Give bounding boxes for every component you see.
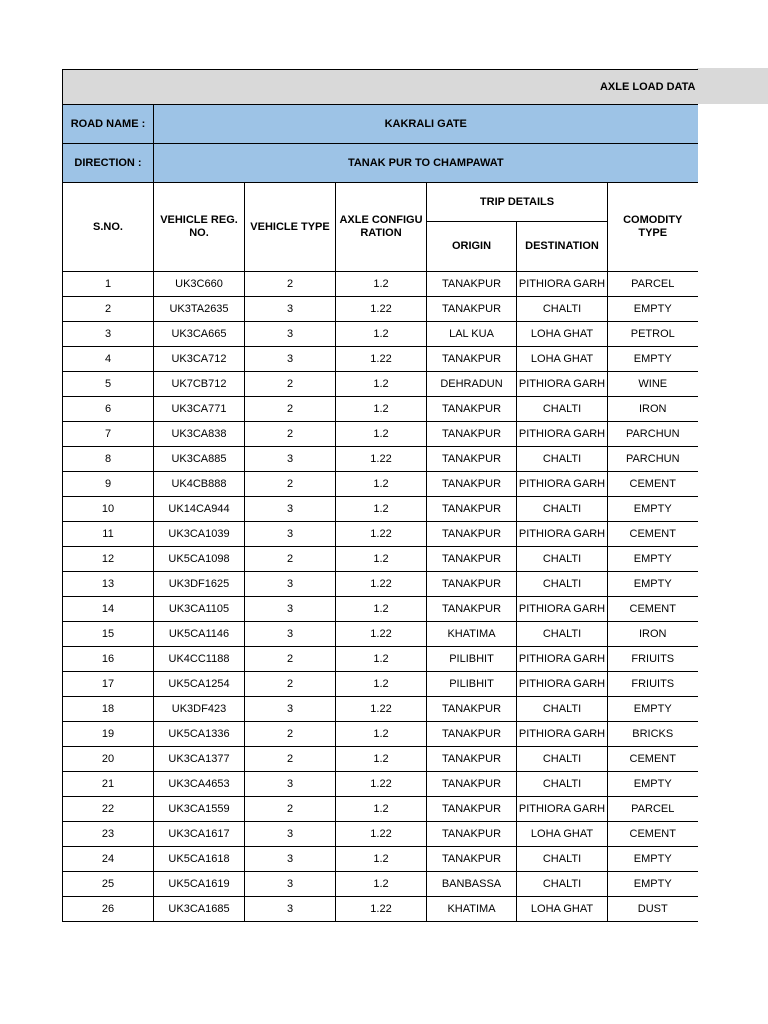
cell-commodity: DUST (608, 897, 698, 922)
table-row (63, 822, 698, 847)
cell-sno: 2 (63, 297, 154, 322)
header-destination: DESTINATION (517, 222, 608, 272)
road-name-value: KAKRALI GATE (154, 105, 698, 144)
cell-commodity: EMPTY (608, 847, 698, 872)
cell-origin: BANBASSA (427, 872, 517, 897)
cell-vehicle-reg: UK3CA712 (154, 347, 245, 372)
cell-commodity: EMPTY (608, 497, 698, 522)
cell-vehicle-reg: UK5CA1619 (154, 872, 245, 897)
table-row (63, 297, 698, 322)
cell-vehicle-reg: UK5CA1254 (154, 672, 245, 697)
cell-origin: TANAKPUR (427, 422, 517, 447)
table-row (63, 322, 698, 347)
cell-destination: PITHIORA GARH (517, 672, 608, 697)
cell-vehicle-type: 3 (245, 822, 336, 847)
cell-vehicle-type: 2 (245, 472, 336, 497)
cell-vehicle-reg: UK4CB888 (154, 472, 245, 497)
cell-destination: CHALTI (517, 397, 608, 422)
cell-commodity: EMPTY (608, 297, 698, 322)
cell-origin: TANAKPUR (427, 697, 517, 722)
cell-sno: 23 (63, 822, 154, 847)
cell-origin: TANAKPUR (427, 822, 517, 847)
cell-vehicle-reg: UK3CA885 (154, 447, 245, 472)
cell-origin: TANAKPUR (427, 747, 517, 772)
cell-vehicle-type: 2 (245, 547, 336, 572)
table-row (63, 847, 698, 872)
header-vehicle-type: VEHICLE TYPE (245, 183, 336, 272)
cell-destination: CHALTI (517, 772, 608, 797)
direction-row (63, 144, 698, 183)
cell-axle-config: 1.22 (336, 522, 427, 547)
cell-vehicle-reg: UK7CB712 (154, 372, 245, 397)
cell-destination: LOHA GHAT (517, 822, 608, 847)
table-row (63, 522, 698, 547)
cell-destination: PITHIORA GARH (517, 597, 608, 622)
cell-vehicle-reg: UK5CA1336 (154, 722, 245, 747)
cell-vehicle-reg: UK3CA1685 (154, 897, 245, 922)
cell-origin: TANAKPUR (427, 797, 517, 822)
cell-vehicle-type: 2 (245, 797, 336, 822)
cell-destination: PITHIORA GARH (517, 722, 608, 747)
cell-vehicle-reg: UK3CA665 (154, 322, 245, 347)
cell-destination: CHALTI (517, 872, 608, 897)
cell-sno: 13 (63, 572, 154, 597)
cell-sno: 6 (63, 397, 154, 422)
cell-origin: TANAKPUR (427, 847, 517, 872)
cell-commodity: EMPTY (608, 697, 698, 722)
table-row (63, 572, 698, 597)
sheet-title: AXLE LOAD DATA (63, 70, 698, 105)
cell-sno: 4 (63, 347, 154, 372)
direction-value: TANAK PUR TO CHAMPAWAT (154, 144, 698, 183)
table-row (63, 372, 698, 397)
cell-axle-config: 1.22 (336, 822, 427, 847)
cell-sno: 3 (63, 322, 154, 347)
cell-axle-config: 1.2 (336, 497, 427, 522)
cell-sno: 18 (63, 697, 154, 722)
cell-vehicle-type: 3 (245, 772, 336, 797)
cell-vehicle-reg: UK4CC1188 (154, 647, 245, 672)
cell-vehicle-reg: UK14CA944 (154, 497, 245, 522)
cell-vehicle-reg: UK3DF1625 (154, 572, 245, 597)
table-row (63, 347, 698, 372)
cell-axle-config: 1.2 (336, 472, 427, 497)
cell-sno: 10 (63, 497, 154, 522)
cell-commodity: CEMENT (608, 597, 698, 622)
cell-destination: PITHIORA GARH (517, 797, 608, 822)
table-row (63, 397, 698, 422)
cell-origin: KHATIMA (427, 897, 517, 922)
header-sno: S.NO. (63, 183, 154, 272)
cell-vehicle-reg: UK5CA1146 (154, 622, 245, 647)
sheet-side-tab (697, 68, 768, 104)
cell-origin: TANAKPUR (427, 497, 517, 522)
header-origin: ORIGIN (427, 222, 517, 272)
cell-vehicle-type: 2 (245, 672, 336, 697)
cell-commodity: FRIUITS (608, 647, 698, 672)
cell-vehicle-type: 3 (245, 597, 336, 622)
cell-origin: TANAKPUR (427, 722, 517, 747)
cell-vehicle-type: 2 (245, 722, 336, 747)
cell-vehicle-reg: UK5CA1098 (154, 547, 245, 572)
cell-axle-config: 1.2 (336, 672, 427, 697)
cell-vehicle-type: 2 (245, 647, 336, 672)
cell-origin: TANAKPUR (427, 772, 517, 797)
cell-origin: TANAKPUR (427, 347, 517, 372)
table-row (63, 422, 698, 447)
cell-vehicle-type: 3 (245, 872, 336, 897)
cell-origin: TANAKPUR (427, 472, 517, 497)
cell-destination: CHALTI (517, 572, 608, 597)
cell-destination: CHALTI (517, 447, 608, 472)
cell-origin: TANAKPUR (427, 572, 517, 597)
cell-axle-config: 1.2 (336, 422, 427, 447)
cell-vehicle-reg: UK3C660 (154, 272, 245, 297)
axle-load-table (62, 69, 698, 922)
cell-sno: 16 (63, 647, 154, 672)
cell-sno: 17 (63, 672, 154, 697)
cell-destination: PITHIORA GARH (517, 472, 608, 497)
cell-vehicle-reg: UK3CA771 (154, 397, 245, 422)
cell-axle-config: 1.2 (336, 722, 427, 747)
cell-origin: TANAKPUR (427, 297, 517, 322)
table-row (63, 697, 698, 722)
cell-destination: PITHIORA GARH (517, 422, 608, 447)
cell-axle-config: 1.22 (336, 347, 427, 372)
cell-vehicle-type: 2 (245, 372, 336, 397)
cell-destination: LOHA GHAT (517, 347, 608, 372)
cell-axle-config: 1.22 (336, 447, 427, 472)
cell-vehicle-type: 3 (245, 572, 336, 597)
table-row (63, 272, 698, 297)
cell-axle-config: 1.2 (336, 397, 427, 422)
cell-vehicle-type: 3 (245, 497, 336, 522)
cell-vehicle-type: 3 (245, 897, 336, 922)
cell-axle-config: 1.2 (336, 372, 427, 397)
cell-commodity: EMPTY (608, 347, 698, 372)
cell-vehicle-type: 3 (245, 622, 336, 647)
cell-origin: LAL KUA (427, 322, 517, 347)
cell-commodity: EMPTY (608, 547, 698, 572)
cell-vehicle-type: 2 (245, 422, 336, 447)
cell-destination: CHALTI (517, 847, 608, 872)
cell-vehicle-reg: UK3TA2635 (154, 297, 245, 322)
header-trip-details: TRIP DETAILS (427, 183, 608, 222)
cell-commodity: WINE (608, 372, 698, 397)
cell-axle-config: 1.22 (336, 697, 427, 722)
table-row (63, 672, 698, 697)
cell-axle-config: 1.2 (336, 797, 427, 822)
cell-axle-config: 1.2 (336, 647, 427, 672)
cell-vehicle-type: 3 (245, 322, 336, 347)
cell-vehicle-reg: UK3CA1105 (154, 597, 245, 622)
cell-sno: 1 (63, 272, 154, 297)
cell-commodity: CEMENT (608, 822, 698, 847)
cell-vehicle-type: 3 (245, 697, 336, 722)
table-row (63, 497, 698, 522)
cell-vehicle-reg: UK3CA1617 (154, 822, 245, 847)
cell-vehicle-reg: UK3CA1039 (154, 522, 245, 547)
cell-axle-config: 1.2 (336, 747, 427, 772)
cell-vehicle-type: 3 (245, 347, 336, 372)
cell-axle-config: 1.2 (336, 597, 427, 622)
table-row (63, 797, 698, 822)
cell-sno: 14 (63, 597, 154, 622)
cell-destination: PITHIORA GARH (517, 647, 608, 672)
cell-vehicle-type: 2 (245, 272, 336, 297)
table-row (63, 772, 698, 797)
table-row (63, 597, 698, 622)
road-name-label: ROAD NAME : (63, 105, 154, 144)
cell-destination: CHALTI (517, 297, 608, 322)
cell-sno: 22 (63, 797, 154, 822)
cell-destination: CHALTI (517, 747, 608, 772)
cell-sno: 26 (63, 897, 154, 922)
cell-axle-config: 1.22 (336, 897, 427, 922)
header-row (63, 183, 698, 222)
cell-sno: 11 (63, 522, 154, 547)
cell-vehicle-type: 2 (245, 397, 336, 422)
cell-sno: 20 (63, 747, 154, 772)
cell-destination: PITHIORA GARH (517, 522, 608, 547)
table-row (63, 547, 698, 572)
cell-origin: TANAKPUR (427, 597, 517, 622)
cell-sno: 12 (63, 547, 154, 572)
cell-origin: TANAKPUR (427, 397, 517, 422)
cell-destination: CHALTI (517, 697, 608, 722)
cell-axle-config: 1.2 (336, 872, 427, 897)
cell-commodity: IRON (608, 397, 698, 422)
cell-destination: CHALTI (517, 547, 608, 572)
table-row (63, 872, 698, 897)
cell-vehicle-type: 3 (245, 847, 336, 872)
cell-destination: LOHA GHAT (517, 897, 608, 922)
table-row (63, 897, 698, 922)
title-row (63, 70, 698, 105)
cell-sno: 5 (63, 372, 154, 397)
cell-sno: 24 (63, 847, 154, 872)
cell-origin: TANAKPUR (427, 272, 517, 297)
direction-label: DIRECTION : (63, 144, 154, 183)
cell-origin: PILIBHIT (427, 647, 517, 672)
cell-origin: TANAKPUR (427, 547, 517, 572)
cell-destination: LOHA GHAT (517, 322, 608, 347)
cell-vehicle-type: 3 (245, 297, 336, 322)
cell-commodity: EMPTY (608, 572, 698, 597)
cell-sno: 19 (63, 722, 154, 747)
cell-sno: 8 (63, 447, 154, 472)
cell-destination: CHALTI (517, 622, 608, 647)
cell-vehicle-reg: UK3CA1559 (154, 797, 245, 822)
table-row (63, 722, 698, 747)
cell-origin: KHATIMA (427, 622, 517, 647)
header-commodity-type: COMODITY TYPE (608, 183, 698, 272)
cell-origin: TANAKPUR (427, 522, 517, 547)
cell-commodity: PARCEL (608, 272, 698, 297)
cell-commodity: PARCHUN (608, 422, 698, 447)
cell-sno: 9 (63, 472, 154, 497)
cell-commodity: CEMENT (608, 522, 698, 547)
cell-vehicle-reg: UK3DF423 (154, 697, 245, 722)
header-vehicle-reg: VEHICLE REG. NO. (154, 183, 245, 272)
cell-destination: PITHIORA GARH (517, 272, 608, 297)
cell-sno: 21 (63, 772, 154, 797)
cell-commodity: CEMENT (608, 747, 698, 772)
cell-commodity: FRIUITS (608, 672, 698, 697)
table-row (63, 647, 698, 672)
cell-commodity: EMPTY (608, 772, 698, 797)
cell-origin: PILIBHIT (427, 672, 517, 697)
cell-vehicle-type: 2 (245, 747, 336, 772)
cell-axle-config: 1.2 (336, 847, 427, 872)
cell-sno: 7 (63, 422, 154, 447)
cell-origin: TANAKPUR (427, 447, 517, 472)
cell-vehicle-type: 3 (245, 447, 336, 472)
cell-commodity: EMPTY (608, 872, 698, 897)
cell-axle-config: 1.22 (336, 572, 427, 597)
cell-destination: PITHIORA GARH (517, 372, 608, 397)
cell-destination: CHALTI (517, 497, 608, 522)
cell-commodity: PARCEL (608, 797, 698, 822)
cell-vehicle-reg: UK3CA838 (154, 422, 245, 447)
cell-sno: 15 (63, 622, 154, 647)
header-axle-configuration: AXLE CONFIGURATION (336, 183, 427, 272)
road-row (63, 105, 698, 144)
cell-commodity: IRON (608, 622, 698, 647)
cell-vehicle-reg: UK3CA1377 (154, 747, 245, 772)
cell-vehicle-type: 3 (245, 522, 336, 547)
cell-axle-config: 1.2 (336, 322, 427, 347)
cell-vehicle-reg: UK5CA1618 (154, 847, 245, 872)
cell-axle-config: 1.22 (336, 772, 427, 797)
cell-commodity: BRICKS (608, 722, 698, 747)
cell-commodity: PARCHUN (608, 447, 698, 472)
cell-origin: DEHRADUN (427, 372, 517, 397)
cell-axle-config: 1.22 (336, 622, 427, 647)
cell-commodity: CEMENT (608, 472, 698, 497)
cell-commodity: PETROL (608, 322, 698, 347)
table-row (63, 747, 698, 772)
table-row (63, 622, 698, 647)
cell-vehicle-reg: UK3CA4653 (154, 772, 245, 797)
table-row (63, 447, 698, 472)
cell-axle-config: 1.2 (336, 272, 427, 297)
cell-sno: 25 (63, 872, 154, 897)
cell-axle-config: 1.2 (336, 547, 427, 572)
table-row (63, 472, 698, 497)
cell-axle-config: 1.22 (336, 297, 427, 322)
